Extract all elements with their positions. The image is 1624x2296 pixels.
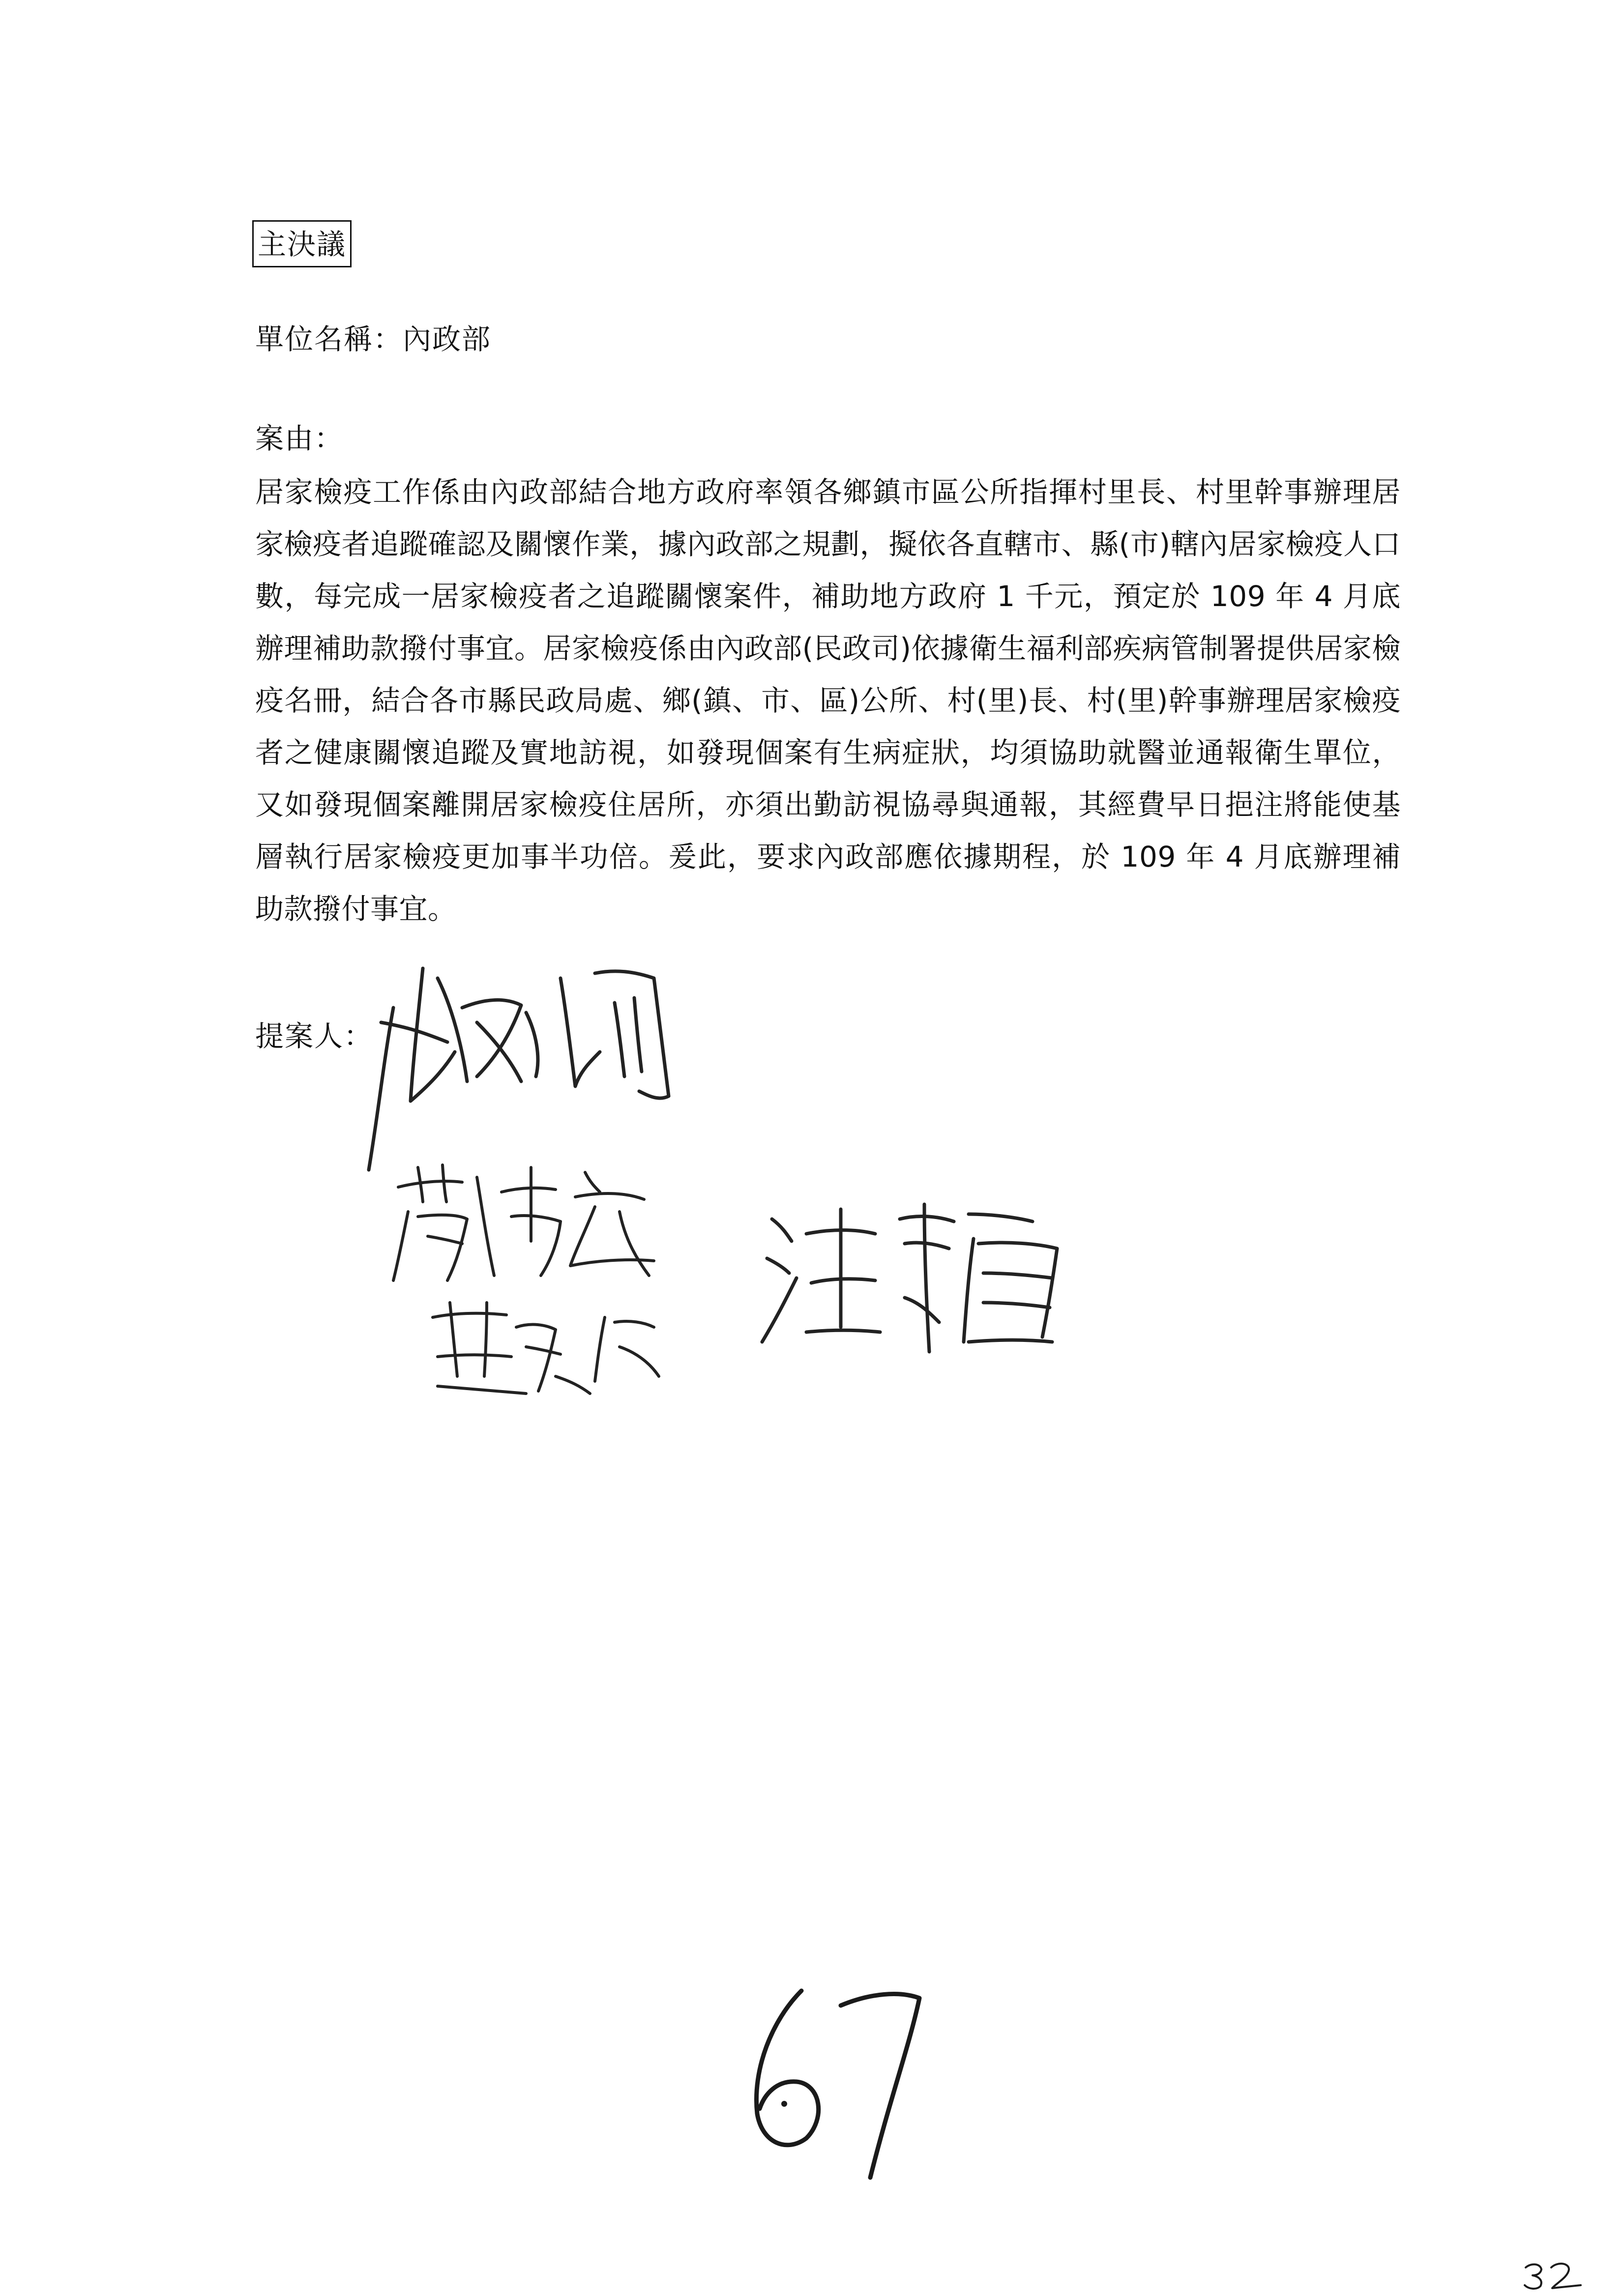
reason-body: 居家檢疫工作係由內政部結合地方政府率領各鄉鎮市區公所指揮村里長、村里幹事辦理居家檢疫者追蹤確認及關懷作業，據內政部之規劃，擬依各直轄市、縣(市)轄內居家檢疫人口數，每完成一居家檢疫者之追蹤關懷案件，補助地方政府 1 千元，預定於 109 年 4 月底辦理補助款撥付事宜。居家檢疫係由內政部(民政司)依據衛生福利部疾病管制署提供居家檢疫名冊，結合各市縣民政局處、鄉(鎮、市、區)公所、村(里)長、村(里)幹事辦理居家檢疫者之健康關懷追蹤及實地訪視，如發現個案有生病症狀，均須協助就醫並通報衛生單位，又如發現個案離開居家檢疫住居所，亦須出勤訪視協尋與通報，其經費早日挹注將能使基層執行居家檢疫更加事半功倍。爰此，要求內政部應依據期程，於 109 年 4 月底辦理補助款撥付事宜。	[255, 475, 1401, 926]
signature-3	[428, 1298, 664, 1401]
page-number	[1522, 2259, 1586, 2295]
proposer-label: 提案人：	[255, 1019, 374, 1053]
reason-label: 案由：	[255, 422, 344, 455]
signature-2	[388, 1153, 713, 1290]
resolution-type-box: 主決議	[252, 220, 352, 267]
signature-1	[364, 949, 688, 1180]
unit-name: 單位名稱：內政部	[255, 322, 492, 356]
signature-4	[757, 1199, 1072, 1362]
handwritten-number	[742, 1971, 949, 2184]
